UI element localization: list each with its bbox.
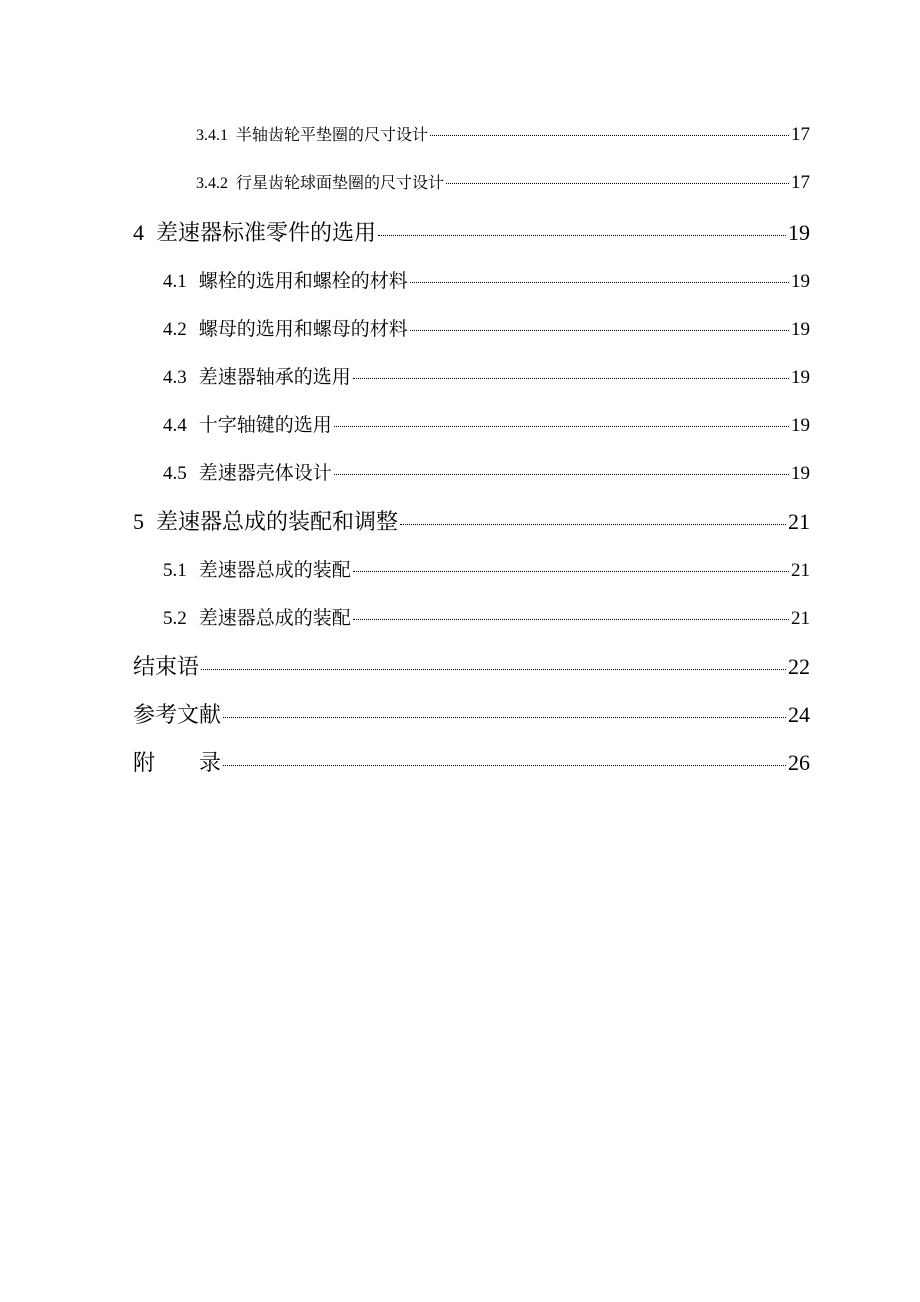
- toc-entry-4[interactable]: [133, 216, 810, 247]
- toc-entry-title: 差速器标准零件的选用: [156, 220, 377, 245]
- toc-entry-title: 差速器总成的装配: [198, 608, 351, 629]
- toc-dot-leader: [410, 330, 789, 331]
- toc-entry-title: 十字轴键的选用: [198, 415, 332, 436]
- toc-entry-number: 4.3: [163, 367, 187, 388]
- toc-entry-number: 4.5: [163, 463, 187, 484]
- toc-entry-references[interactable]: [133, 698, 810, 729]
- toc-entry-page: 21: [791, 560, 810, 581]
- toc-entry-number: 4: [133, 220, 144, 245]
- toc-entry-page: 17: [791, 124, 810, 145]
- toc-entry-4-5[interactable]: [163, 458, 810, 485]
- toc-entry-page: 19: [791, 271, 810, 292]
- toc-entry-title: 差速器总成的装配和调整: [156, 509, 399, 534]
- toc-entry-page: 22: [788, 654, 810, 679]
- toc-dot-leader: [223, 717, 786, 718]
- toc-entry-title: 螺栓的选用和螺栓的材料: [198, 271, 408, 292]
- toc-dot-leader: [446, 183, 789, 184]
- toc-entry-page: 19: [791, 367, 810, 388]
- toc-entry-number: 3.4.2: [196, 175, 228, 192]
- toc-entry-number: 4.2: [163, 319, 187, 340]
- toc-dot-leader: [334, 426, 789, 427]
- toc-entry-page: 21: [788, 509, 810, 534]
- toc-entry-5-2[interactable]: [163, 603, 810, 630]
- toc-entry-title: 附 录: [133, 750, 222, 775]
- toc-entry-page: 21: [791, 608, 810, 629]
- toc-dot-leader: [378, 235, 786, 236]
- toc-entry-page: 24: [788, 702, 810, 727]
- toc-entry-number: 3.4.1: [196, 127, 228, 144]
- toc-dot-leader: [353, 571, 789, 572]
- toc-dot-leader: [334, 474, 789, 475]
- toc-dot-leader: [410, 282, 789, 283]
- toc-entry-appendix[interactable]: [133, 746, 810, 777]
- toc-dot-leader: [353, 619, 789, 620]
- toc-entry-title: 半轴齿轮平垫圈的尺寸设计: [236, 127, 429, 144]
- toc-dot-leader: [400, 524, 786, 525]
- toc-entry-title: 参考文献: [133, 702, 222, 727]
- toc-entry-page: 19: [791, 319, 810, 340]
- toc-dot-leader: [353, 378, 789, 379]
- toc-entry-page: 19: [788, 220, 810, 245]
- toc-entry-number: 4.1: [163, 271, 187, 292]
- toc-entry-title: 行星齿轮球面垫圈的尺寸设计: [236, 175, 445, 192]
- toc-entry-5[interactable]: [133, 505, 810, 536]
- toc-entry-5-1[interactable]: [163, 555, 810, 582]
- toc-entry-page: 17: [791, 172, 810, 193]
- toc-entry-title: 差速器总成的装配: [198, 560, 351, 581]
- toc-dot-leader: [223, 765, 786, 766]
- toc-entry-4-3[interactable]: [163, 362, 810, 389]
- toc-entry-3-4-1[interactable]: [196, 122, 810, 146]
- toc-entry-number: 5: [133, 509, 144, 534]
- toc-entry-number: 5.2: [163, 608, 187, 629]
- toc-entry-number: 4.4: [163, 415, 187, 436]
- toc-entry-title: 差速器壳体设计: [198, 463, 332, 484]
- toc-entry-4-2[interactable]: [163, 314, 810, 341]
- toc-entry-conclusion[interactable]: [133, 650, 810, 681]
- toc-entry-number: 5.1: [163, 560, 187, 581]
- toc-entry-page: 19: [791, 415, 810, 436]
- toc-dot-leader: [430, 135, 789, 136]
- toc-entry-4-4[interactable]: [163, 410, 810, 437]
- toc-entry-4-1[interactable]: [163, 266, 810, 293]
- toc-entry-page: 26: [788, 750, 810, 775]
- toc-dot-leader: [201, 669, 786, 670]
- toc-entry-title: 螺母的选用和螺母的材料: [198, 319, 408, 340]
- toc-entry-3-4-2[interactable]: [196, 170, 810, 194]
- toc-entry-title: 差速器轴承的选用: [198, 367, 351, 388]
- toc-entry-page: 19: [791, 463, 810, 484]
- toc-entry-title: 结束语: [133, 654, 200, 679]
